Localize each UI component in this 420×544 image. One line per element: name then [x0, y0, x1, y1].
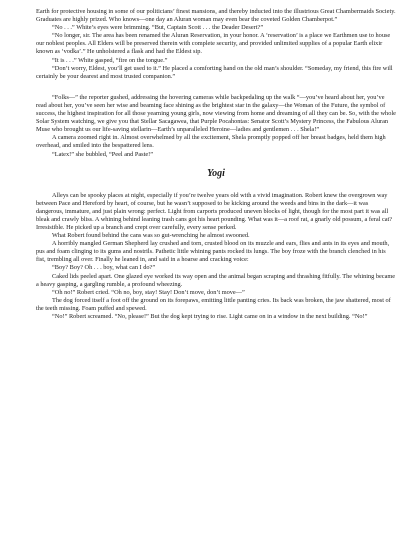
paragraph: “No longer, sir. The area has been renamed the Aluran Reservation, in your honor. A ‘reservation’ is a place we Earthmen use to house our noblest peoples. All Elders will be preserved therein with complete security, and provided unlimited supplies of a popular Earth elixir known as ‘vodka’.” He unholstered a flask and had the Eldest sip. [36, 32, 391, 56]
section-break [36, 81, 396, 94]
paragraph: Alleys can be spooky places at night, especially if you’re twelve years old with a vivid imagination. Robert knew the overgrown way between Pace and Hereford by heart, of course, but he wasn’t supposed to be kicking around the weeds and bins in the dark—it was dangerous, immature, and just plain wrong: perfect. Light from carports produced uneven blocks of light, though for the most part it was all bleak and crawly bliss. A whining behind leaning trash cans got his heart pounding. What was it—a roof rat, a gnarly old possum, a feral cat? Irresistible. He picked up a branch and crept over carefully, every sense perked. [36, 191, 393, 231]
paragraph: “It is . . .” White gasped, “fire on the tongue.” [52, 56, 168, 64]
paragraph: “Oh no!” Robert cried. “Oh no, boy, stay! Stay! Don’t move, don’t move—” [52, 288, 245, 296]
paragraph: The dog forced itself a foot off the ground on its forepaws, emitting little panting cries. Its back was broken, the jaw shattered, most of the teeth missing. Foam puffed and spewed. [36, 296, 391, 312]
paragraph: “Folks—” the reporter gushed, addressing the hovering cameras while backpedaling up the walk “—you’ve heard about her, you’ve read about her, you’ve seen her wise and beaming face shining as the brightest star in the galaxy—the Woman of the Future, the symbol of success, the highest inspiration for all those yearning young girls, now viewing from home and dreaming of all they can be. So, with the whole Solar System watching, we give you that Stellar Sacagawea, that Purple Pocahontas: Senator Scott’s Mystery Princess, the Fabulous Aluran Muse who brought us our life-saving stellarin—Earth’s unparalleled Heroine—ladies and gentlemen . . . Shela!” [36, 93, 396, 134]
paragraph: A camera zoomed right in. Almost overwhelmed by all the excitement, Shela promptly popped off her breast badges, held them high overhead, and smiled into the bespattered lens. [36, 134, 386, 150]
section-2 [36, 94, 396, 159]
paragraph: “Boy? Boy? Oh . . . boy, what can I do?” [52, 264, 156, 272]
section-1 [36, 8, 396, 81]
paragraph: A horribly mangled German Shepherd lay crushed and torn, crusted blood on its muzzle and ears, flies and ants in its eyes and mouth, pus and foam clinging to its gums and nostrils. Pathetic little whining pants rocked its lungs. The boy froze with the branch clenched in his fist, trembling all over. Finally he leaned in, and said in a hoarse and cracking voice: [36, 240, 390, 264]
paragraph: Caked lids peeled apart. One glazed eye worked its way open and the animal began scraping and thrashing fitfully. The whining became a heavy gasping, a gargling rumble, a profound wheezing. [36, 272, 396, 288]
paragraph: Earth for protective housing in some of our politicians’ finest mansions, and thereby inducted into the illustrious Great Chambermaids Society. Graduates are highly prized. Who knows—one day an Aluran woman may even bear the coveted Golden Chamberpot.” [36, 8, 396, 24]
section-3 [36, 192, 396, 322]
paragraph: “No!” Robert screamed. “No, please!” But the dog kept trying to rise. Light came on in a window in the next building. “No!” [52, 313, 368, 320]
paragraph: “No . . .” White’s eyes were brimming. “But, Captain Scott . . . the Deader Desert?” [52, 24, 264, 32]
chapter-title: Yogi [207, 167, 225, 179]
paragraph: What Robert found behind the cans was so gut-wrenching he almost swooned. [52, 232, 250, 240]
paragraph: “Latex!” she bubbled, “Peel and Paste!” [52, 150, 154, 158]
paragraph: “Don’t worry, Eldest, you’ll get used to it.” He placed a comforting hand on the old man’s shoulder. “Someday, my friend, this fire will certainly be your dearest and most trusted companion.” [36, 64, 393, 80]
